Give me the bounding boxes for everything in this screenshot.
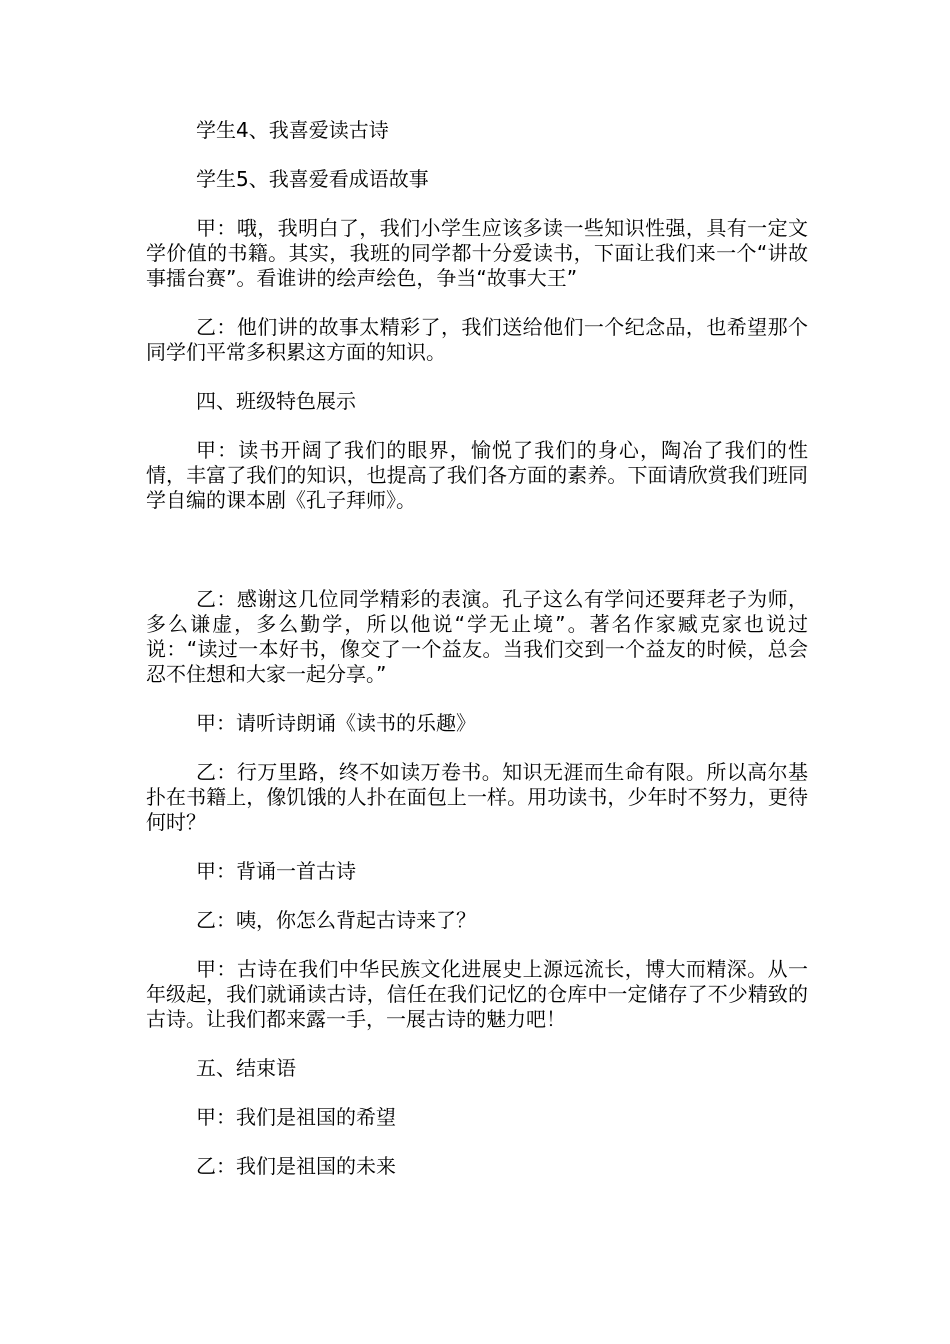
paragraph-jia-recite-poem: 甲：背诵一首古诗 (196, 859, 356, 883)
section-heading-class-showcase: 四、班级特色展示 (196, 389, 356, 413)
section-heading-closing: 五、结束语 (196, 1056, 296, 1080)
paragraph-student-5: 学生5、我喜爱看成语故事 (196, 167, 429, 191)
document-body (146, 118, 808, 1203)
paragraph-jia-hope: 甲：我们是祖国的希望 (196, 1105, 396, 1129)
paragraph-yi-confucius: 乙：感谢这几位同学精彩的表演。孔子这么有学问还要拜老子为师，多么谦虚，多么勤学，所以他说“学无止境”。著名作家臧克家也说过说：“读过一本好书，像交了一个益友。当我们交到一个益友的时候，总会忍不住想和大家一起分享。” (146, 587, 808, 686)
paragraph-student-4: 学生4、我喜爱读古诗 (196, 118, 389, 142)
paragraph-yi-future: 乙：我们是祖国的未来 (196, 1154, 396, 1178)
blank-gap (146, 537, 808, 587)
paragraph-jia-textbook-play: 甲：读书开阔了我们的眼界，愉悦了我们的身心，陶冶了我们的性情，丰富了我们的知识，也提高了我们各方面的素养。下面请欣赏我们班同学自编的课本剧《孔子拜师》。 (146, 438, 808, 512)
paragraph-jia-story-contest: 甲：哦，我明白了，我们小学生应该多读一些知识性强，具有一定文学价值的书籍。其实，我班的同学都十分爱读书，下面让我们来一个“讲故事擂台赛”。看谁讲的绘声绘色，争当“故事大王” (146, 216, 808, 290)
paragraph-jia-poem-recital: 甲：请听诗朗诵《读书的乐趣》 (196, 711, 476, 735)
paragraph-yi-souvenir: 乙：他们讲的故事太精彩了，我们送给他们一个纪念品，也希望那个同学们平常多积累这方面的知识。 (146, 315, 808, 364)
paragraph-jia-ancient-poetry: 甲：古诗在我们中华民族文化进展史上源远流长，博大而精深。从一年级起，我们就诵读古诗，信任在我们记忆的仓库中一定储存了不少精致的古诗。让我们都来露一手，一展古诗的魅力吧！ (146, 957, 808, 1031)
paragraph-yi-read-books: 乙：行万里路，终不如读万卷书。知识无涯而生命有限。所以高尔基扑在书籍上，像饥饿的人扑在面包上一样。用功读书，少年时不努力，更待何时？ (146, 760, 808, 834)
paragraph-yi-question: 乙：咦，你怎么背起古诗来了？ (196, 908, 476, 932)
